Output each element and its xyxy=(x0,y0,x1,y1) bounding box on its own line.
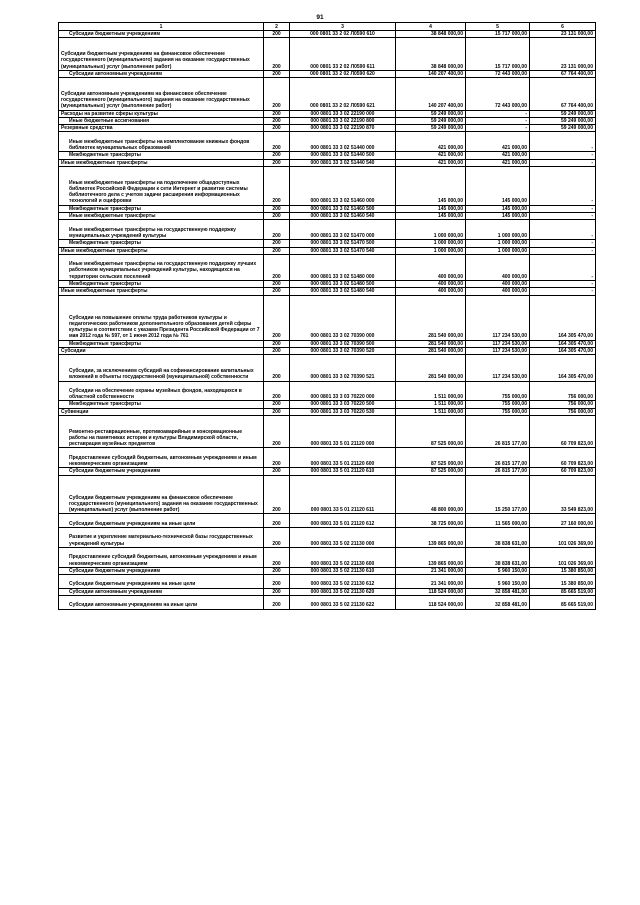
row-amount-total-cell: 400 000,00 xyxy=(396,288,466,295)
row-amount-total-cell: 145 000,00 xyxy=(396,205,466,212)
row-amount-total-cell: 38 848 000,00 xyxy=(396,38,466,71)
table-row xyxy=(59,567,596,574)
row-amount-col5-cell: 72 443 000,00 xyxy=(466,70,530,77)
row-amount-col6-cell: 23 131 000,00 xyxy=(530,38,596,71)
row-amount-total-cell: 1 511 000,00 xyxy=(396,408,466,415)
row-amount-total-cell: 281 540 000,00 xyxy=(396,348,466,355)
row-amount-total-cell: 59 249 000,00 xyxy=(396,110,466,117)
row-amount-col6-cell: 756 000,00 xyxy=(530,381,596,401)
row-code-cell: 200 xyxy=(264,295,290,340)
row-amount-total-cell: 1 000 000,00 xyxy=(396,220,466,240)
row-amount-col5-cell: - xyxy=(466,117,530,124)
row-amount-col6-cell: 59 249 000,00 xyxy=(530,117,596,124)
row-code-cell: 200 xyxy=(264,254,290,280)
table-row xyxy=(59,448,596,468)
row-amount-total-cell: 38 725 000,00 xyxy=(396,514,466,528)
row-amount-col6-cell: 164 305 470,00 xyxy=(530,340,596,347)
table-row xyxy=(59,528,596,548)
row-classification-code-cell: 000 0801 33 3 02 51470 000 xyxy=(290,220,396,240)
row-classification-code-cell: 000 0801 33 3 03 70220 530 xyxy=(290,408,396,415)
row-amount-col6-cell: 164 305 470,00 xyxy=(530,348,596,355)
row-classification-code-cell: 000 0801 33 2 02 Л0590 621 xyxy=(290,78,396,111)
row-classification-code-cell: 000 0801 33 3 02 51470 540 xyxy=(290,247,396,254)
row-classification-code-cell: 000 0801 33 3 03 70220 000 xyxy=(290,381,396,401)
row-amount-total-cell: 21 341 000,00 xyxy=(396,575,466,589)
row-amount-col5-cell: 5 960 150,00 xyxy=(466,575,530,589)
table-row xyxy=(59,247,596,254)
row-name-cell: Субсидии автономным учреждениям xyxy=(59,70,264,77)
row-name-cell: Субсидии на обеспечение охраны музейных фондов, находящихся в областной собственности xyxy=(59,381,264,401)
row-classification-code-cell: 000 0801 33 3 02 51440 540 xyxy=(290,159,396,166)
row-classification-code-cell: 000 0801 33 3 02 51440 000 xyxy=(290,132,396,152)
budget-table xyxy=(58,22,596,610)
row-amount-col5-cell: 755 000,00 xyxy=(466,381,530,401)
row-code-cell: 200 xyxy=(264,117,290,124)
table-row xyxy=(59,70,596,77)
table-row xyxy=(59,575,596,589)
table-row xyxy=(59,596,596,610)
row-amount-col5-cell: 5 960 150,00 xyxy=(466,567,530,574)
row-code-cell: 200 xyxy=(264,355,290,381)
table-row xyxy=(59,166,596,205)
row-name-cell: Субсидии бюджетным учреждениям xyxy=(59,31,264,38)
row-amount-col6-cell: 60 709 823,00 xyxy=(530,448,596,468)
row-name-cell: Субсидии автономным учреждениям на финансовое обеспечение государственного (муниципального) задания на оказание государственных (муниципальных) услуг (выполнение работ) xyxy=(59,78,264,111)
row-amount-total-cell: 145 000,00 xyxy=(396,166,466,205)
table-row xyxy=(59,348,596,355)
row-classification-code-cell: 000 0801 33 3 02 51480 540 xyxy=(290,288,396,295)
row-amount-col5-cell: 117 234 530,00 xyxy=(466,295,530,340)
row-code-cell: 200 xyxy=(264,588,290,595)
row-name-cell: Субсидии бюджетным учреждениям на финансовое обеспечение государственного (муниципального) задания на оказание государственных (муниципальных) услуг (выполнение работ) xyxy=(59,475,264,514)
row-amount-total-cell: 421 000,00 xyxy=(396,152,466,159)
row-name-cell: Предоставление субсидий бюджетным, автономным учреждениям и иным некоммерческим организациям xyxy=(59,547,264,567)
row-code-cell: 200 xyxy=(264,78,290,111)
row-name-cell: Межбюджетные трансферты xyxy=(59,281,264,288)
row-code-cell: 200 xyxy=(264,348,290,355)
row-name-cell: Межбюджетные трансферты xyxy=(59,152,264,159)
row-classification-code-cell: 000 0801 33 5 01 21120 612 xyxy=(290,514,396,528)
row-classification-code-cell: 000 0801 33 5 01 21120 611 xyxy=(290,475,396,514)
table-row xyxy=(59,468,596,475)
row-amount-col5-cell: - xyxy=(466,110,530,117)
row-amount-col5-cell: 26 815 177,00 xyxy=(466,468,530,475)
row-amount-total-cell: 59 249 000,00 xyxy=(396,117,466,124)
table-row xyxy=(59,152,596,159)
table-row xyxy=(59,415,596,448)
row-code-cell: 200 xyxy=(264,247,290,254)
row-amount-col5-cell: 15 717 000,00 xyxy=(466,31,530,38)
row-classification-code-cell: 000 0801 33 5 02 21130 622 xyxy=(290,596,396,610)
row-code-cell: 200 xyxy=(264,381,290,401)
row-amount-col6-cell: 85 665 519,00 xyxy=(530,588,596,595)
row-name-cell: Иные межбюджетные трансферты на комплектование книжных фондов библиотек муниципальных образований xyxy=(59,132,264,152)
row-amount-col5-cell: - xyxy=(466,125,530,132)
row-classification-code-cell: 000 0801 33 3 02 22190 000 xyxy=(290,110,396,117)
row-classification-code-cell: 000 0801 33 5 02 21130 600 xyxy=(290,547,396,567)
row-amount-total-cell: 145 000,00 xyxy=(396,213,466,220)
row-amount-col6-cell: 33 549 823,00 xyxy=(530,475,596,514)
table-row xyxy=(59,355,596,381)
row-amount-col6-cell: 101 026 369,00 xyxy=(530,528,596,548)
row-code-cell: 200 xyxy=(264,415,290,448)
row-code-cell: 200 xyxy=(264,125,290,132)
row-amount-col6-cell: - xyxy=(530,166,596,205)
row-name-cell: Межбюджетные трансферты xyxy=(59,240,264,247)
row-amount-col6-cell: - xyxy=(530,254,596,280)
row-name-cell: Субсидии бюджетным учреждениям на финансовое обеспечение государственного (муниципального) задания на оказание государственных (муниципальных) услуг (выполнение работ) xyxy=(59,38,264,71)
row-classification-code-cell: 000 0801 33 5 02 21130 620 xyxy=(290,588,396,595)
row-amount-total-cell: 281 540 000,00 xyxy=(396,295,466,340)
row-amount-col6-cell: - xyxy=(530,220,596,240)
row-amount-total-cell: 118 524 000,00 xyxy=(396,588,466,595)
row-amount-col5-cell: 32 858 481,00 xyxy=(466,596,530,610)
row-code-cell: 200 xyxy=(264,408,290,415)
row-amount-col6-cell: 101 026 369,00 xyxy=(530,547,596,567)
row-name-cell: Субсидии бюджетным учреждениям на иные цели xyxy=(59,514,264,528)
table-row xyxy=(59,547,596,567)
row-classification-code-cell: 000 0801 33 5 01 21120 600 xyxy=(290,448,396,468)
row-amount-col6-cell: 27 160 000,00 xyxy=(530,514,596,528)
row-amount-col5-cell: 117 234 530,00 xyxy=(466,340,530,347)
table-row xyxy=(59,110,596,117)
row-classification-code-cell: 000 0801 33 3 02 70390 520 xyxy=(290,348,396,355)
header-cell: 4 xyxy=(396,23,466,31)
row-name-cell: Иные межбюджетные трансферты на подключение общедоступных библиотек Российской Федерации к сети Интернет и развитие системы библиотечного дела с учетом задачи расширения информационных технологий и оцифровки xyxy=(59,166,264,205)
row-classification-code-cell: 000 0801 33 3 02 22190 870 xyxy=(290,125,396,132)
table-row xyxy=(59,240,596,247)
row-classification-code-cell: 000 0801 33 3 02 51480 000 xyxy=(290,254,396,280)
row-amount-total-cell: 87 525 000,00 xyxy=(396,415,466,448)
row-name-cell: Межбюджетные трансферты xyxy=(59,340,264,347)
row-amount-total-cell: 1 511 000,00 xyxy=(396,381,466,401)
row-amount-total-cell: 1 000 000,00 xyxy=(396,240,466,247)
row-name-cell: Субсидии бюджетным учреждениям xyxy=(59,468,264,475)
row-classification-code-cell: 000 0801 33 2 02 Л0590 610 xyxy=(290,31,396,38)
row-amount-col5-cell: 1 000 000,00 xyxy=(466,220,530,240)
row-amount-col5-cell: 72 443 000,00 xyxy=(466,78,530,111)
row-code-cell: 200 xyxy=(264,31,290,38)
row-amount-total-cell: 421 000,00 xyxy=(396,159,466,166)
row-amount-col6-cell: - xyxy=(530,281,596,288)
row-code-cell: 200 xyxy=(264,340,290,347)
row-amount-total-cell: 281 540 000,00 xyxy=(396,340,466,347)
row-code-cell: 200 xyxy=(264,567,290,574)
row-code-cell: 200 xyxy=(264,152,290,159)
row-amount-total-cell: 59 249 000,00 xyxy=(396,125,466,132)
row-name-cell: Иные межбюджетные трансферты xyxy=(59,159,264,166)
table-row xyxy=(59,588,596,595)
row-name-cell: Расходы на развитие сферы культуры xyxy=(59,110,264,117)
row-amount-col5-cell: 117 234 530,00 xyxy=(466,355,530,381)
row-amount-col6-cell: 15 380 850,00 xyxy=(530,575,596,589)
row-amount-col5-cell: 145 000,00 xyxy=(466,166,530,205)
row-amount-col6-cell: 59 249 000,00 xyxy=(530,125,596,132)
row-amount-total-cell: 1 000 000,00 xyxy=(396,247,466,254)
row-amount-col6-cell: - xyxy=(530,247,596,254)
row-classification-code-cell: 000 0801 33 3 03 70220 500 xyxy=(290,401,396,408)
row-amount-total-cell: 87 525 000,00 xyxy=(396,448,466,468)
row-code-cell: 200 xyxy=(264,575,290,589)
row-amount-col5-cell: 421 000,00 xyxy=(466,159,530,166)
row-name-cell: Резервные средства xyxy=(59,125,264,132)
row-code-cell: 200 xyxy=(264,110,290,117)
row-name-cell: Иные межбюджетные трансферты на государственную поддержку лучших работников муниципальных учреждений культуры, находящихся на территории сельских поселений xyxy=(59,254,264,280)
row-amount-total-cell: 400 000,00 xyxy=(396,281,466,288)
table-row xyxy=(59,38,596,71)
row-amount-col6-cell: 67 764 400,00 xyxy=(530,78,596,111)
table-row xyxy=(59,514,596,528)
row-amount-col5-cell: 11 565 000,00 xyxy=(466,514,530,528)
row-name-cell: Иные межбюджетные трансферты xyxy=(59,288,264,295)
table-row xyxy=(59,295,596,340)
row-amount-total-cell: 140 207 400,00 xyxy=(396,78,466,111)
row-classification-code-cell: 000 0801 33 2 02 Л0590 620 xyxy=(290,70,396,77)
table-row xyxy=(59,205,596,212)
row-amount-col5-cell: 400 000,00 xyxy=(466,254,530,280)
row-classification-code-cell: 000 0801 33 5 01 21120 000 xyxy=(290,415,396,448)
row-code-cell: 200 xyxy=(264,514,290,528)
table-row xyxy=(59,117,596,124)
row-amount-col5-cell: 38 838 631,00 xyxy=(466,547,530,567)
row-amount-col5-cell: 15 717 000,00 xyxy=(466,38,530,71)
row-name-cell: Межбюджетные трансферты xyxy=(59,401,264,408)
row-name-cell: Субсидии автономным учреждениям на иные цели xyxy=(59,596,264,610)
row-amount-col6-cell: 15 380 850,00 xyxy=(530,567,596,574)
row-amount-col6-cell: 756 000,00 xyxy=(530,401,596,408)
row-classification-code-cell: 000 0801 33 3 02 51460 500 xyxy=(290,205,396,212)
table-row xyxy=(59,288,596,295)
row-code-cell: 200 xyxy=(264,70,290,77)
header-cell: 2 xyxy=(264,23,290,31)
row-amount-col5-cell: 421 000,00 xyxy=(466,132,530,152)
row-amount-col5-cell: 26 815 177,00 xyxy=(466,448,530,468)
row-code-cell: 200 xyxy=(264,281,290,288)
row-code-cell: 200 xyxy=(264,220,290,240)
table-row xyxy=(59,408,596,415)
row-classification-code-cell: 000 0801 33 3 02 51460 540 xyxy=(290,213,396,220)
row-classification-code-cell: 000 0801 33 3 02 70390 521 xyxy=(290,355,396,381)
row-name-cell: Предоставление субсидий бюджетным, автономным учреждениям и иным некоммерческим организациям xyxy=(59,448,264,468)
row-classification-code-cell: 000 0801 33 5 01 21120 610 xyxy=(290,468,396,475)
header-cell: 1 xyxy=(59,23,264,31)
row-amount-col5-cell: 145 000,00 xyxy=(466,205,530,212)
row-amount-total-cell: 21 341 000,00 xyxy=(396,567,466,574)
row-code-cell: 200 xyxy=(264,475,290,514)
table-row xyxy=(59,401,596,408)
row-classification-code-cell: 000 0801 33 3 02 51480 500 xyxy=(290,281,396,288)
row-code-cell: 200 xyxy=(264,132,290,152)
row-classification-code-cell: 000 0801 33 3 02 51440 500 xyxy=(290,152,396,159)
row-amount-col5-cell: 755 000,00 xyxy=(466,408,530,415)
table-row xyxy=(59,475,596,514)
row-amount-col6-cell: 164 305 470,00 xyxy=(530,295,596,340)
row-amount-total-cell: 38 848 000,00 xyxy=(396,31,466,38)
row-amount-total-cell: 139 865 000,00 xyxy=(396,547,466,567)
row-code-cell: 200 xyxy=(264,166,290,205)
row-amount-col6-cell: - xyxy=(530,152,596,159)
row-name-cell: Иные бюджетные ассигнования xyxy=(59,117,264,124)
row-amount-col6-cell: - xyxy=(530,159,596,166)
row-amount-total-cell: 400 000,00 xyxy=(396,254,466,280)
row-classification-code-cell: 000 0801 33 3 02 70390 000 xyxy=(290,295,396,340)
row-amount-col5-cell: 400 000,00 xyxy=(466,281,530,288)
row-classification-code-cell: 000 0801 33 3 02 22190 800 xyxy=(290,117,396,124)
row-amount-col6-cell: 85 665 519,00 xyxy=(530,596,596,610)
row-classification-code-cell: 000 0801 33 2 02 Л0590 611 xyxy=(290,38,396,71)
row-code-cell: 200 xyxy=(264,448,290,468)
row-code-cell: 200 xyxy=(264,213,290,220)
row-classification-code-cell: 000 0801 33 5 02 21130 610 xyxy=(290,567,396,574)
table-row xyxy=(59,213,596,220)
row-name-cell: Субсидии, за исключением субсидий на софинансирование капитальных вложений в объекты государственной (муниципальной) собственности xyxy=(59,355,264,381)
row-amount-total-cell: 140 207 400,00 xyxy=(396,70,466,77)
row-name-cell: Субсидии бюджетным учреждениям xyxy=(59,567,264,574)
row-amount-col5-cell: 1 000 000,00 xyxy=(466,247,530,254)
header-cell: 5 xyxy=(466,23,530,31)
row-classification-code-cell: 000 0801 33 5 02 21130 000 xyxy=(290,528,396,548)
table-row xyxy=(59,132,596,152)
row-amount-col5-cell: 32 858 481,00 xyxy=(466,588,530,595)
table-row xyxy=(59,31,596,38)
page-number: 91 xyxy=(316,14,324,21)
table-row xyxy=(59,281,596,288)
row-amount-col5-cell: 26 815 177,00 xyxy=(466,415,530,448)
row-amount-col6-cell: 59 249 000,00 xyxy=(530,110,596,117)
row-code-cell: 200 xyxy=(264,205,290,212)
row-name-cell: Субвенции xyxy=(59,408,264,415)
row-classification-code-cell: 000 0801 33 5 02 21130 612 xyxy=(290,575,396,589)
row-classification-code-cell: 000 0801 33 3 02 51470 500 xyxy=(290,240,396,247)
row-amount-col6-cell: - xyxy=(530,213,596,220)
row-code-cell: 200 xyxy=(264,596,290,610)
row-amount-col5-cell: 145 000,00 xyxy=(466,213,530,220)
row-code-cell: 200 xyxy=(264,468,290,475)
row-amount-col6-cell: 60 709 823,00 xyxy=(530,468,596,475)
row-amount-total-cell: 118 524 000,00 xyxy=(396,596,466,610)
table-row xyxy=(59,78,596,111)
row-name-cell: Иные межбюджетные трансферты xyxy=(59,213,264,220)
row-classification-code-cell: 000 0801 33 3 02 51460 000 xyxy=(290,166,396,205)
row-name-cell: Развитие и укрепление материально-технической базы государственных учреждений культуры xyxy=(59,528,264,548)
row-name-cell: Межбюджетные трансферты xyxy=(59,205,264,212)
row-code-cell: 200 xyxy=(264,288,290,295)
table-row xyxy=(59,220,596,240)
row-amount-col6-cell: - xyxy=(530,205,596,212)
row-amount-col6-cell: - xyxy=(530,288,596,295)
row-name-cell: Иные межбюджетные трансферты на государственную поддержку муниципальных учреждений культуры xyxy=(59,220,264,240)
row-amount-col5-cell: 117 234 530,00 xyxy=(466,348,530,355)
row-name-cell: Иные межбюджетные трансферты xyxy=(59,247,264,254)
row-name-cell: Субсидии бюджетным учреждениям на иные цели xyxy=(59,575,264,589)
row-amount-col6-cell: - xyxy=(530,240,596,247)
row-code-cell: 200 xyxy=(264,528,290,548)
row-amount-col6-cell: 756 000,00 xyxy=(530,408,596,415)
row-amount-col6-cell: 164 305 470,00 xyxy=(530,355,596,381)
row-amount-total-cell: 421 000,00 xyxy=(396,132,466,152)
row-amount-col5-cell: 421 000,00 xyxy=(466,152,530,159)
row-amount-col6-cell: 23 131 000,00 xyxy=(530,31,596,38)
row-amount-total-cell: 48 800 000,00 xyxy=(396,475,466,514)
row-amount-col5-cell: 1 000 000,00 xyxy=(466,240,530,247)
row-code-cell: 200 xyxy=(264,547,290,567)
row-name-cell: Ремонтно-реставрационные, противоаварийные и консервационные работы на памятниках истории и культуры Владимирской области, реставрация музейных предметов xyxy=(59,415,264,448)
row-classification-code-cell: 000 0801 33 3 02 70390 500 xyxy=(290,340,396,347)
row-code-cell: 200 xyxy=(264,38,290,71)
row-amount-col5-cell: 15 250 177,00 xyxy=(466,475,530,514)
row-amount-total-cell: 87 525 000,00 xyxy=(396,468,466,475)
row-amount-col5-cell: 38 838 631,00 xyxy=(466,528,530,548)
row-amount-col6-cell: 60 709 823,00 xyxy=(530,415,596,448)
row-amount-col6-cell: 67 764 400,00 xyxy=(530,70,596,77)
table-row xyxy=(59,159,596,166)
table-row xyxy=(59,125,596,132)
row-amount-total-cell: 281 540 000,00 xyxy=(396,355,466,381)
table-row xyxy=(59,381,596,401)
row-name-cell: Субсидии автономным учреждениям xyxy=(59,588,264,595)
header-cell: 3 xyxy=(290,23,396,31)
row-amount-col5-cell: 755 000,00 xyxy=(466,401,530,408)
row-amount-col5-cell: 400 000,00 xyxy=(466,288,530,295)
table-row xyxy=(59,340,596,347)
header-cell: 6 xyxy=(530,23,596,31)
row-name-cell: Субсидии xyxy=(59,348,264,355)
table-row xyxy=(59,254,596,280)
row-amount-col6-cell: - xyxy=(530,132,596,152)
row-code-cell: 200 xyxy=(264,240,290,247)
row-code-cell: 200 xyxy=(264,401,290,408)
row-amount-total-cell: 139 865 000,00 xyxy=(396,528,466,548)
row-code-cell: 200 xyxy=(264,159,290,166)
row-name-cell: Субсидии на повышение оплаты труда работников культуры и педагогических работников дополнительного образования детей сферы культуры в соответствии с указами Президента Российской Федерации от 7 мая 2012 года № 597, от 1 июня 2012 года № 761 xyxy=(59,295,264,340)
row-amount-total-cell: 1 511 000,00 xyxy=(396,401,466,408)
table-header-row xyxy=(59,23,596,31)
